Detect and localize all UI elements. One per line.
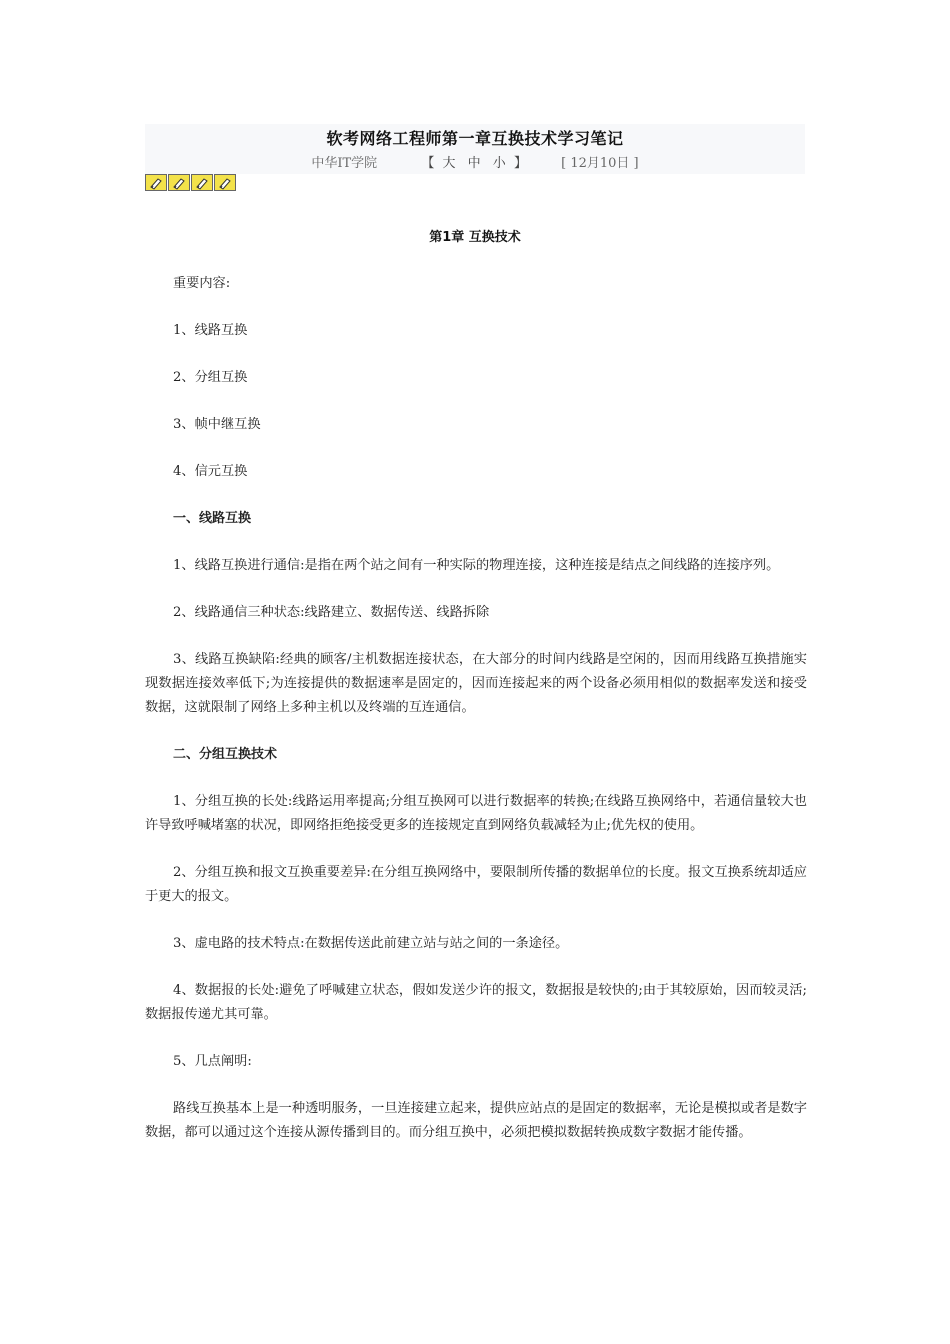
paragraph: 4、数据报的长处:避免了呼喊建立状态，假如发送少许的报文，数据报是较快的;由于其较原始，因而较灵活;数据报传递尤其可靠。 <box>145 983 807 1022</box>
toolbar-icons <box>145 174 237 192</box>
paragraph: 路线互换基本上是一种透明服务，一旦连接建立起来，提供应站点的是固定的数据率，无论是模拟或者是数字数据，都可以通过这个连接从源传播到目的。而分组互换中，必须把模拟数据转换成数字数据才能传播。 <box>145 1101 807 1140</box>
article-title: 软考网络工程师第一章互换技术学习笔记 <box>326 129 624 148</box>
paragraph: 4、信元互换 <box>173 464 248 479</box>
section-heading: 一、线路互换 <box>173 511 252 526</box>
font-size-small-link[interactable]: 小 <box>492 156 506 171</box>
article-date: [ 12月10日 ] <box>561 156 639 171</box>
chapter-title: 第1章 互换技术 <box>429 230 521 245</box>
font-size-medium-link[interactable]: 中 <box>467 156 481 171</box>
paragraph: 3、帧中继互换 <box>173 417 261 432</box>
paragraph: 3、线路互换缺陷:经典的顾客/主机数据连接状态，在大部分的时间内线路是空闲的，因而用线路互换措施实现数据连接效率低下;为连接提供的数据速率是固定的，因而连接起来的两个设备必须用相似的数据率发送和接受数据，这就限制了网络上多种主机以及终端的互连通信。 <box>145 652 807 715</box>
article-meta <box>0 152 950 171</box>
font-size-large-link[interactable]: 大 <box>442 156 456 171</box>
edit-icon[interactable] <box>214 174 236 191</box>
paragraph: 2、分组互换和报文互换重要差异:在分组互换网络中，要限制所传播的数据单位的长度。报文互换系统却适应于更大的报文。 <box>145 865 807 904</box>
edit-icon[interactable] <box>191 174 213 191</box>
paragraph: 1、线路互换进行通信:是指在两个站之间有一种实际的物理连接，这种连接是结点之间线路的连接序列。 <box>173 558 780 573</box>
edit-icon[interactable] <box>168 174 190 191</box>
paragraph: 5、几点阐明: <box>173 1054 252 1069</box>
paragraph: 2、分组互换 <box>173 370 248 385</box>
paragraph: 1、线路互换 <box>173 323 248 338</box>
article-body <box>145 272 807 1145</box>
edit-icon[interactable] <box>145 174 167 191</box>
paragraph: 3、虚电路的技术特点:在数据传送此前建立站与站之间的一条途径。 <box>173 936 569 951</box>
article-source: 中华IT学院 <box>311 156 378 171</box>
paragraph: 重要内容: <box>173 276 231 291</box>
font-size-close-bracket: 】 <box>513 156 527 171</box>
paragraph: 2、线路通信三种状态:线路建立、数据传送、线路拆除 <box>173 605 490 620</box>
paragraph: 1、分组互换的长处:线路运用率提高;分组互换网可以进行数据率的转换;在线路互换网络中，若通信量较大也许导致呼喊堵塞的状况，即网络拒绝接受更多的连接规定直到网络负载减轻为止;优先权的使用。 <box>145 794 807 833</box>
section-heading: 二、分组互换技术 <box>173 747 278 762</box>
font-size-switcher <box>421 152 527 171</box>
font-size-open-bracket: 【 <box>421 156 435 171</box>
